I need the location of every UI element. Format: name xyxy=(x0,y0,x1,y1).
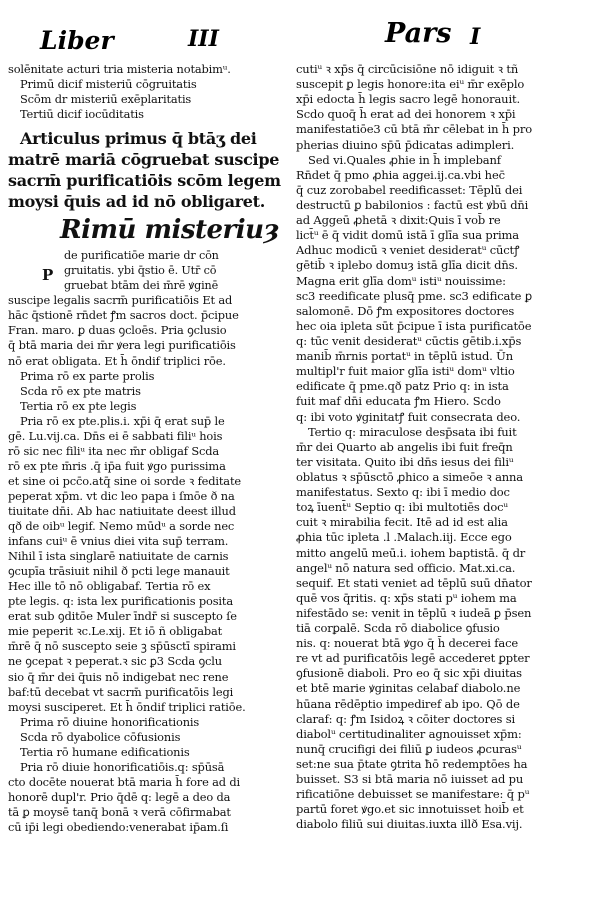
text-line: re vt ad purificatōis legē accederet ꝑpter xyxy=(296,651,530,666)
text-line: Tertia rō humane edificationis xyxy=(20,744,190,759)
text-line: rificatiōne debuisset se manifestare: q̄ pᵘ xyxy=(296,787,530,802)
initial-lines xyxy=(64,248,291,293)
article-heading xyxy=(8,128,291,212)
text-line: partū foret ꝟgo.et sic innotuisset hoib̄ et xyxy=(296,802,524,817)
text-line: gruitatis. ybi q̄stio ē. Utr̄ cō xyxy=(64,264,217,278)
text-line: Prima rō diuine honorificationis xyxy=(20,714,200,729)
left-body-text xyxy=(8,293,291,835)
text-line: solēnitate acturi tria misteria notabimᵘ. xyxy=(8,62,231,76)
text-line: destructū ꝑ babilonios : factū est ꝟbū dn̄i xyxy=(296,197,529,212)
text-line: ꝓhia tūc ipleta .l .Malach.iij. Ecce ego xyxy=(296,530,512,545)
initial-block xyxy=(8,248,291,293)
text-line: edificate q̄ pme.qð patz Prio q: in ista xyxy=(296,379,509,394)
text-line: multipl'r fuit maior glīa istiᵘ domᵘ vltio xyxy=(296,364,515,379)
text-line: m̄r dei Quarto ab angelis ibi fuit freq̄n xyxy=(296,439,513,454)
text-line: m̄rē q̄ nō suscepto seie ꝫ sp̄ūsctī spirami xyxy=(8,639,236,654)
text-line: Scdo quoq̄ h̄ erat ad dei honorem ꝛ xp̄i xyxy=(296,107,516,122)
right-text-column xyxy=(296,62,596,833)
text-line: cū ip̄i legi obediendo:venerabat ip̄am.ſi xyxy=(8,819,229,834)
text-line: moysi susciperet. Et h̄ ōndif triplici ratiōe. xyxy=(8,699,246,714)
text-line: hec oia ipleta sūt p̄cipue ī ista purificatōe xyxy=(296,318,532,333)
pars-number: I xyxy=(470,24,481,50)
text-line: Fran. maro. ꝑ duas ꝯcloēs. Pria ꝯclusio xyxy=(8,323,227,338)
text-line: Tertiū dicif iocūditatis xyxy=(20,107,144,122)
text-line: suscipe legalis sacrm̄ purificatiōis Et ad xyxy=(8,293,233,308)
text-line: oblatus ꝛ sp̄ūsctō ꝓhico a simeōe ꝛ anna xyxy=(296,469,524,484)
text-line: q̄ btā maria dei m̄r ꝟera legi purificatiōis xyxy=(8,338,236,353)
text-line: qð de oibᵘ legif. Nemo mūdᵘ a sorde nec xyxy=(8,519,235,534)
text-line: xp̄i edocta h̄ legis sacro legē honorauit. xyxy=(296,92,520,107)
text-line: set:ne sua p̄tate ꝯtrita ħō redemptōes ha xyxy=(296,757,528,772)
text-line: salomonē. Dō ꝭm expositores doctores xyxy=(296,303,515,318)
text-line: ꝯfusionē diaboli. Pro eo q̄ sic xp̄i diuitas xyxy=(296,666,522,681)
text-line: manifestatus. Sexto q: ibi ī medio doc xyxy=(296,485,510,500)
text-line: tiuitate dn̄i. Ab hac natiuitate deest illud xyxy=(8,503,236,518)
text-line: mie peperit ꝛc.Le.xij. Et iō ñ obligabat xyxy=(8,624,223,639)
article-heading-line: matrē mariā cōgruebat suscipe xyxy=(8,150,280,170)
text-line: ne ꝯcepat ꝛ peperat.ꝛ sic ꝑ3 Scda ꝯclu xyxy=(8,654,222,669)
text-line: hāc q̄stionē rn̄det ꝭm sacros doct. p̄cipue xyxy=(8,308,239,323)
text-line: Scda rō dyabolice cōfusionis xyxy=(20,729,181,744)
text-line: q̄ cuz zorobabel reedificasset: Tēplū dei xyxy=(296,182,523,197)
text-line: ad Aggeū ꝓhetā ꝛ dixit:Quis ī vob̄ re xyxy=(296,213,501,228)
text-line: Sed vi.Quales ꝓhie in h̄ implebanf xyxy=(308,152,501,167)
section-title: Rimū misteriuȝ xyxy=(60,215,279,246)
text-line: toꝝ īuent̄ᵘ Septio q: ibi multotiēs docᵘ xyxy=(296,500,508,515)
text-line: ꝯcupīa trāsiuit nihil ð pcti lege manauit xyxy=(8,564,230,579)
folio-number: III xyxy=(188,26,219,52)
text-line: angelᵘ nō natura sed officio. Mat.xi.ca. xyxy=(296,560,516,575)
text-line: Primū dicif misteriū cōgruitatis xyxy=(20,77,197,92)
text-line: honorē dupl'r. Prio q̄dē q: legē a deo da xyxy=(8,789,231,804)
text-line: mitto angelū meū.i. iohem baptistā. q̄ dr xyxy=(296,545,526,560)
text-line: sequif. Et stati veniet ad tēplū suū dn̄ator xyxy=(296,575,532,590)
text-line: Scda rō ex pte matris xyxy=(20,383,141,398)
text-line: manib̄ m̄rnis portatᵘ in tēplū istud. Ūn xyxy=(296,349,513,364)
text-line: lict̄ᵘ ē q̄ vidit domū istā ī glīa sua prima xyxy=(296,228,519,243)
text-line: infans cuiᵘ ē vnius diei vita sup̄ terram. xyxy=(8,534,229,549)
text-line: fuit maf dn̄i educata ꝭm Hiero. Scdo xyxy=(296,394,501,409)
text-line: peperat xp̄m. vt dic leo papa i ſmōe ð na xyxy=(8,488,235,503)
text-line: sio q̄ m̄r dei q̄uis nō indigebat nec rene xyxy=(8,669,229,684)
text-line: Prima rō ex parte prolis xyxy=(20,368,155,383)
running-head-pars: Pars xyxy=(385,18,452,49)
text-line: q: ibi voto ꝟginitatꝭ fuit consecrata deo. xyxy=(296,409,521,424)
text-line: diabolᵘ certitudinaliter agnouisset xp̄m: xyxy=(296,726,522,741)
text-line: erat sub ꝯditōe Muler īndr̄ si suscepto ſe xyxy=(8,609,237,624)
text-line: ter visitata. Quito ibi dn̄s iesus dei filiᵘ xyxy=(296,454,514,469)
text-line: rō sic nec filiᵘ ita nec m̄r obligaf Scda xyxy=(8,443,219,458)
text-line: manifestatiōe3 cū btā m̄r cēlebat in h̄ pro xyxy=(296,122,533,137)
running-head-liber: Liber xyxy=(40,26,114,55)
text-line: pherias diuino sp̄ū p̄dicatas adimpleri. xyxy=(296,137,515,152)
left-text-column xyxy=(8,62,291,835)
text-line: Rn̄det q̄ pmo ꝓhia aggei.ij.ca.vbi hec̄ xyxy=(296,167,505,182)
text-line: Nihil ī ista singlarē natiuitate de carnis xyxy=(8,549,229,564)
text-line: gētib̄ ꝛ iplebo domuȝ istā glīa dicit dn̄s. xyxy=(296,258,518,273)
text-line: Pria rō diuie honorificatiōis.q: sp̄ūsā xyxy=(20,759,225,774)
text-line: q: tūc venit desideratᵘ cūctis gētib.i.xp̄s xyxy=(296,333,522,348)
initial-letter: P xyxy=(42,266,54,285)
text-line: diabolo filiū sui diuitas.iuxta illð Esa.vij. xyxy=(296,817,523,832)
text-line: nis. q: nouerat btā ꝟgo q̄ h̄ decerei face xyxy=(296,636,519,651)
article-heading-line: moysi q̄uis ad id nō obligaret. xyxy=(8,192,266,212)
text-line: sc3 reedificate plusq̄ pme. sc3 edificate ꝑ xyxy=(296,288,532,303)
text-line: Adhuc modicū ꝛ veniet desideratᵘ cūctꝭ xyxy=(296,243,520,258)
text-line: rō ex pte m̄ris .q̄ ip̄a fuit ꝟgo purissima xyxy=(8,458,226,473)
text-line: baf:tū decebat vt sacrm̄ purificatōis legi xyxy=(8,684,234,699)
text-line: suscepit ꝑ legis honore:ita eiᵘ m̄r exēplo xyxy=(296,77,525,92)
text-line: nunq̄ crucifigi dei filiū ꝑ iudeos ꝓcurasᵘ xyxy=(296,741,522,756)
text-line: buisset. S3 si btā maria nō iuisset ad pu xyxy=(296,772,524,787)
text-line: nifestādo se: venit in tēplū ꝛ iudeā ꝑ p̄sen xyxy=(296,605,532,620)
text-line: nō erat obligata. Et h̄ ōndif triplici rōe. xyxy=(8,353,226,368)
text-line: gē. Lu.vij.ca. Dn̄s ei ē sabbati filiᵘ hois xyxy=(8,428,223,443)
text-line: et btē marie ꝟginitas celabaf diabolo.ne xyxy=(296,681,521,696)
text-line: tiā corꝑalē. Scda rō diabolice ꝯfusio xyxy=(296,621,500,636)
text-line: cto docēte nouerat btā maria h̄ fore ad di xyxy=(8,774,241,789)
text-line: et sine oi pcc̄o.atq̄ sine oi sorde ꝛ feditate xyxy=(8,473,241,488)
text-line: Scōm dr misteriū exēplaritatis xyxy=(20,92,192,107)
text-line: claraf: q: ꝭm Isidoꝝ ꝛ cōiter doctores si xyxy=(296,711,516,726)
text-line: cutiᵘ ꝛ xp̄s q̄ circūcisiōne nō idiguit ꝛ tñ xyxy=(296,62,519,76)
text-line: Magna erit glīa domᵘ istiᵘ nouissime: xyxy=(296,273,506,288)
text-line: Tertia rō ex pte legis xyxy=(20,398,137,413)
article-heading-line: sacrm̄ purificatiōis scōm legem xyxy=(8,171,281,191)
article-heading-line: Articulus primus q̄ btāʒ dei xyxy=(20,129,257,149)
text-line: Pria rō ex pte.plis.i. xp̄i q̄ erat sup̄ le xyxy=(20,413,225,428)
right-body-text xyxy=(296,62,596,833)
text-line: cuit ꝛ mirabilia fecit. Itē ad id est alia xyxy=(296,515,508,530)
text-line: gruebat btām dei m̄rē ꝟginē xyxy=(64,279,219,293)
text-line: quē vos q̄ritis. q: xp̄s stati pᵘ iohem ma xyxy=(296,590,517,605)
text-line: pte legis. q: ista lex purificationis posita xyxy=(8,594,233,609)
text-line: hūana rēdēptio impediref ab ipo. Qō de xyxy=(296,696,520,711)
text-line: Tertio q: miraculose desp̄sata ibi fuit xyxy=(308,424,517,439)
text-line: de purificatiōe marie dr cōn xyxy=(64,249,219,263)
text-line: Hec ille tō nō obligabaf. Tertia rō ex xyxy=(8,579,211,594)
text-line: tā ꝑ moysē tanq̄ bonā ꝛ verā cōfirmabat xyxy=(8,804,231,819)
